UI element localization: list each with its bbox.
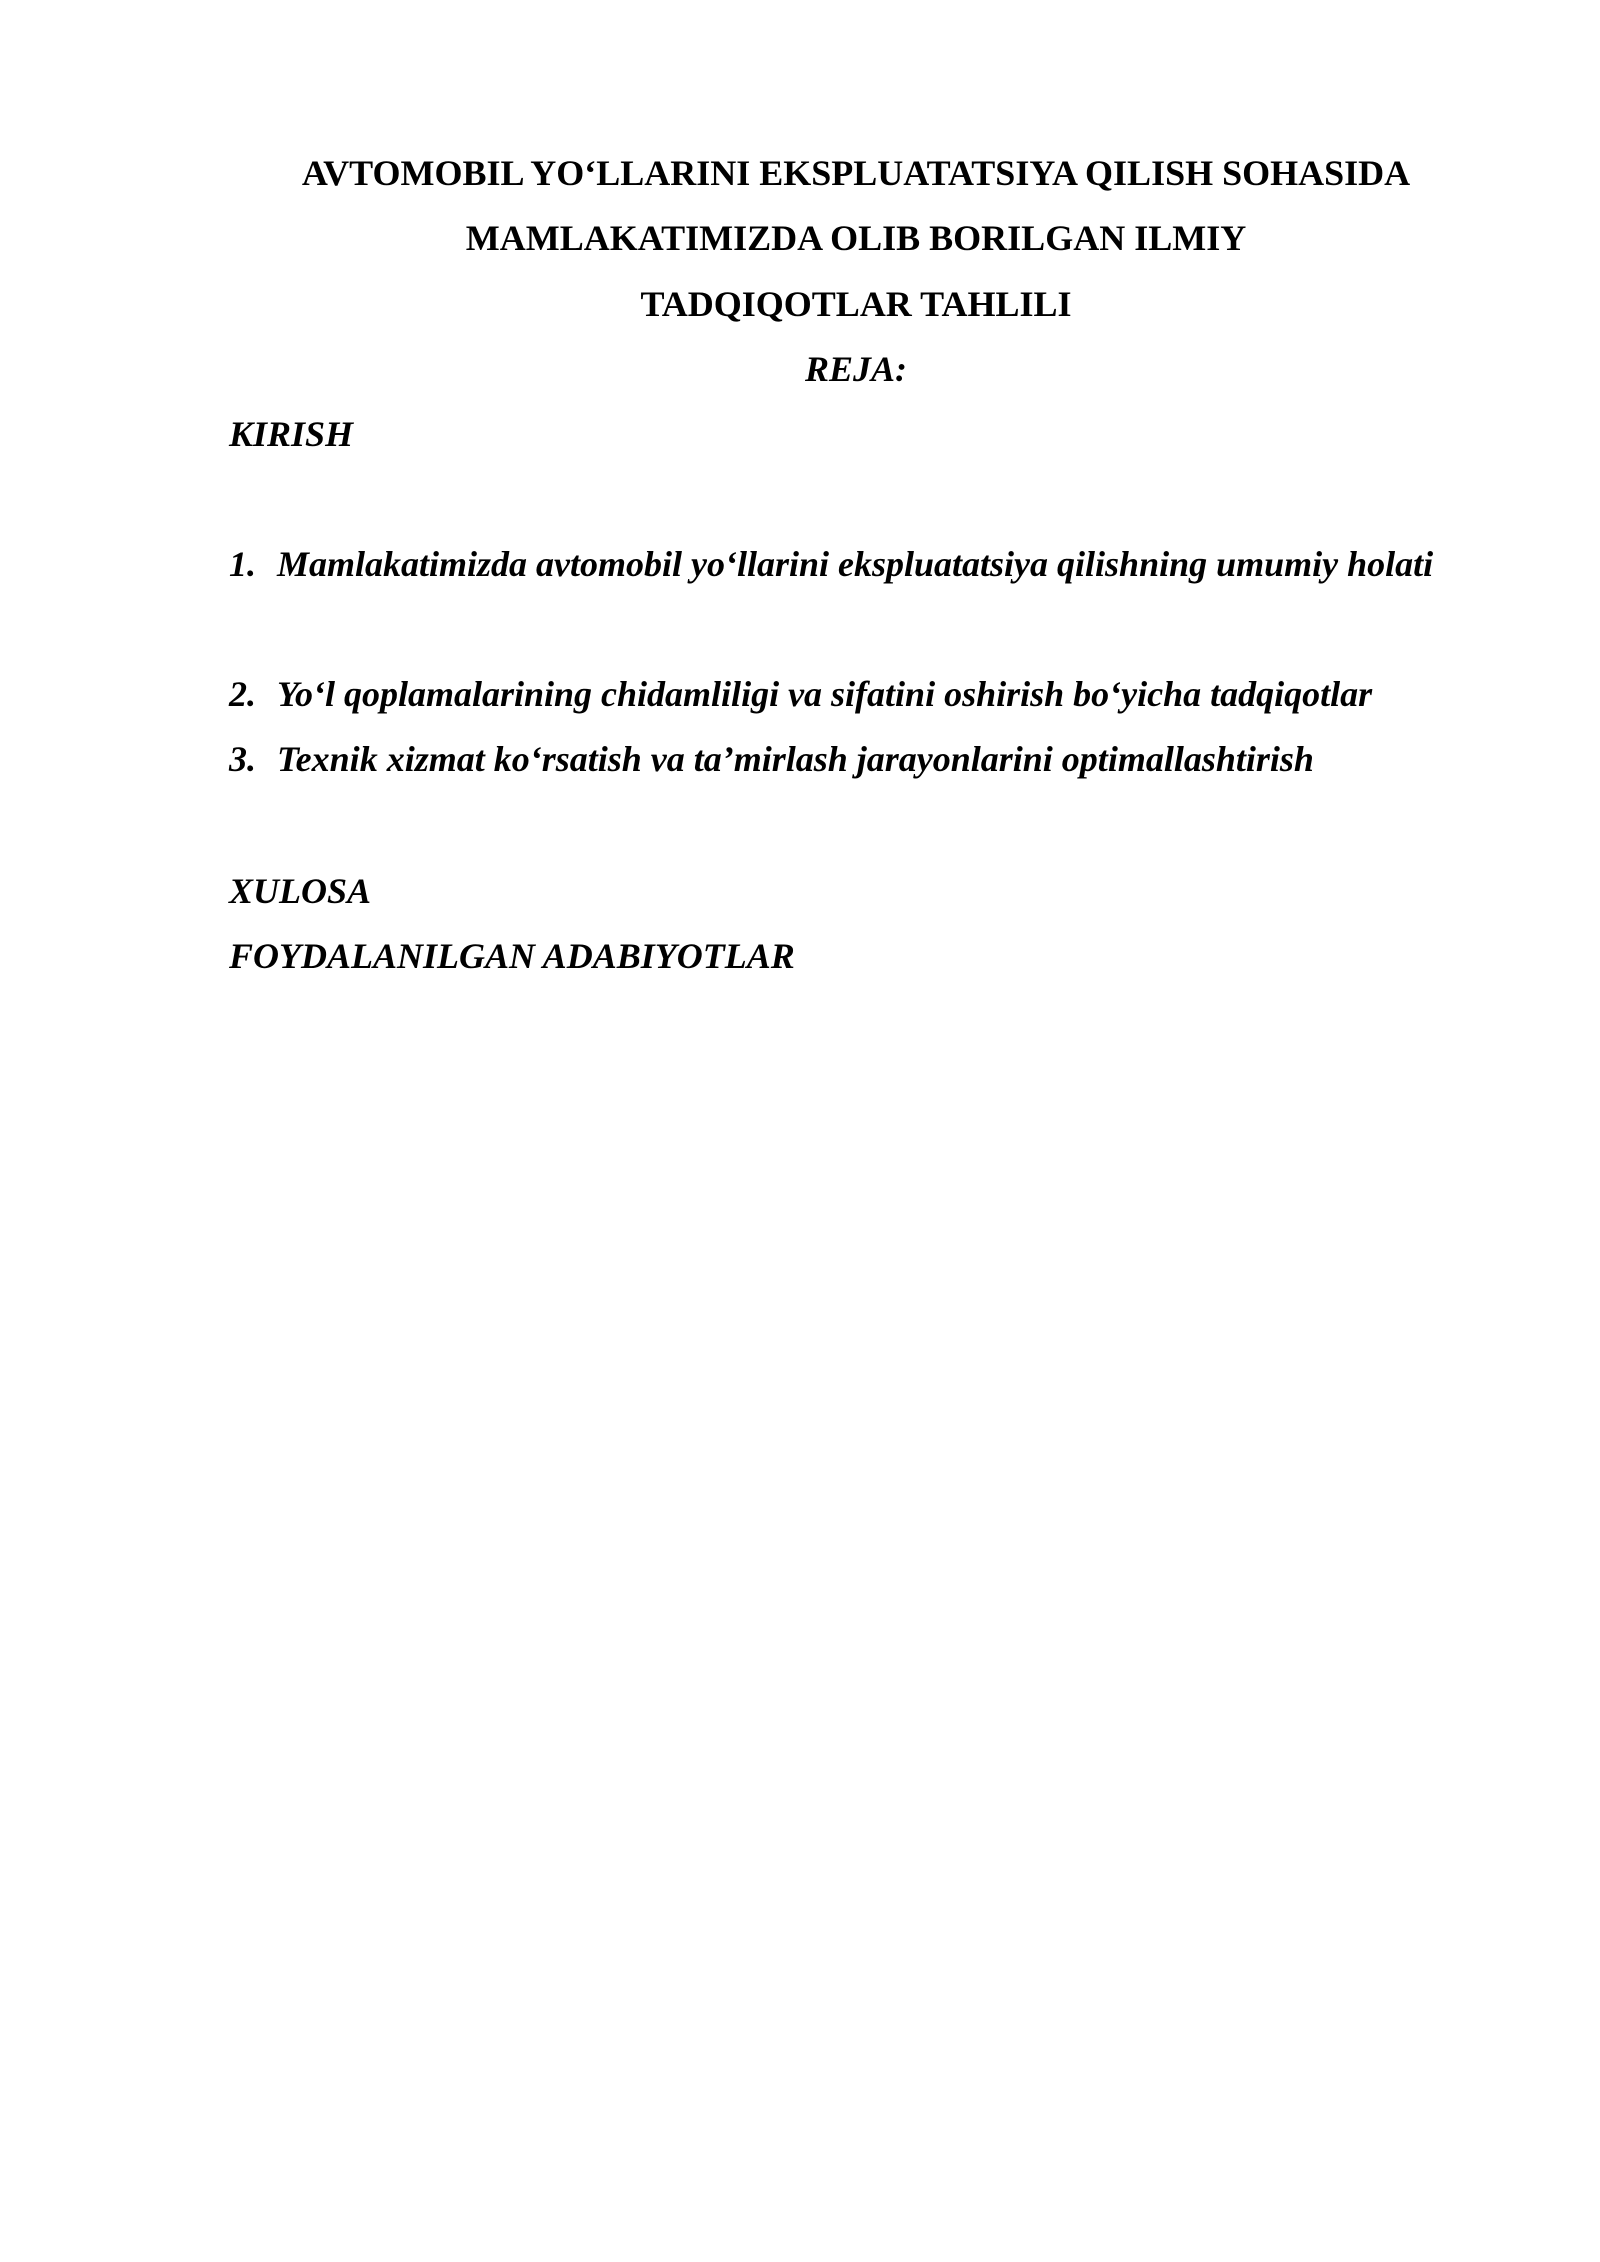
intro-heading: KIRISH — [229, 414, 354, 454]
plan-item-text: Mamlakatimizda avtomobil yo‘llarini ekspluatatsiya qilishning umumiy holati — [277, 544, 1434, 584]
references-heading: FOYDALANILGAN ADABIYOTLAR — [229, 936, 795, 976]
conclusion-heading: XULOSA — [229, 871, 372, 911]
plan-item-text: Yo‘l qoplamalarining chidamliligi va sifatini oshirish bo‘yicha tadqiqotlar — [277, 674, 1373, 714]
plan-item-3 — [229, 727, 1481, 792]
plan-item-1 — [229, 532, 1481, 597]
plan-item-number: 2. — [229, 674, 256, 714]
plan-item-number: 3. — [229, 739, 256, 779]
plan-heading: REJA: — [804, 349, 908, 389]
document-title-line-2: MAMLAKATIMIZDA OLIB BORILGAN ILMIY — [465, 218, 1247, 258]
plan-item-number: 1. — [229, 544, 256, 584]
plan-item-2 — [229, 662, 1481, 727]
document-title-line-1: AVTOMOBIL YO‘LLARINI EKSPLUATATSIYA QILISH SOHASIDA — [301, 153, 1411, 193]
document-title-line-3: TADQIQOTLAR TAHLILI — [640, 284, 1072, 324]
plan-item-text: Texnik xizmat ko‘rsatish va ta’mirlash jarayonlarini optimallashtirish — [277, 739, 1314, 779]
